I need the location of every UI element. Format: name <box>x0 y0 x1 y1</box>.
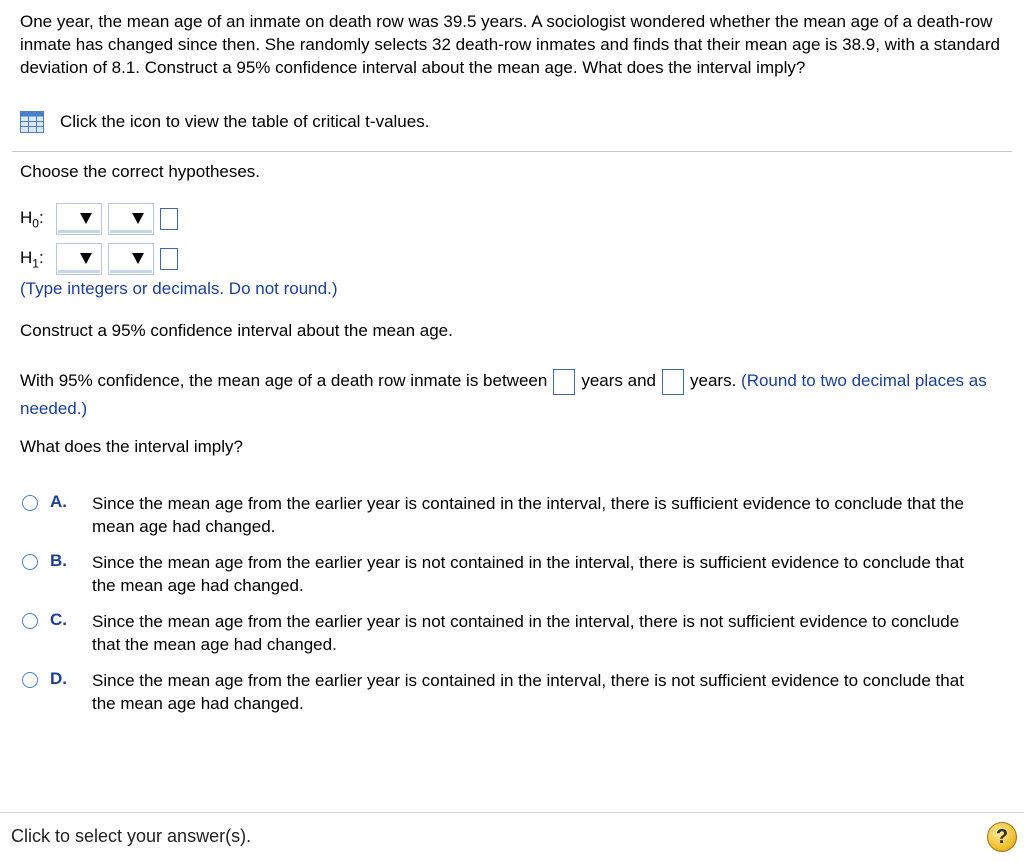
ci-round-note: (Round to two decimal places as needed.) <box>20 371 987 418</box>
option-d-letter: D. <box>50 669 67 688</box>
option-d[interactable] <box>22 669 1012 715</box>
option-d-text: Since the mean age from the earlier year is contained in the interval, there is not sufficient evidence to conclude that the mean age had changed. <box>92 671 964 713</box>
hypotheses-note: (Type integers or decimals. Do not round.) <box>20 279 338 298</box>
h0-parameter-dropdown[interactable] <box>56 203 102 235</box>
option-a-radio[interactable] <box>22 495 38 511</box>
h0-label: $H_0$: <box>20 207 44 231</box>
ci-sentence-start: With 95% confidence, the mean age of a death row inmate is between <box>20 371 548 390</box>
h0-relation-dropdown[interactable] <box>108 203 154 235</box>
ci-lower-input[interactable] <box>553 369 575 395</box>
help-icon[interactable]: ? <box>987 822 1017 852</box>
option-a-letter: A. <box>50 492 67 511</box>
h1-row <box>20 245 178 273</box>
hypotheses-prompt: Choose the correct hypotheses. <box>20 162 261 181</box>
option-c-text: Since the mean age from the earlier year is not contained in the interval, there is not sufficient evidence to conclude that the mean age had changed. <box>92 612 960 654</box>
option-b-letter: B. <box>50 551 67 570</box>
ci-prompt: Construct a 95% confidence interval about the mean age. <box>20 321 453 340</box>
h1-value-input[interactable] <box>160 248 178 270</box>
option-b-text: Since the mean age from the earlier year is not contained in the interval, there is sufficient evidence to conclude that the mean age had changed. <box>92 553 964 595</box>
t-table-link[interactable] <box>20 110 429 134</box>
ci-sentence <box>20 367 1010 423</box>
option-b[interactable] <box>22 551 1012 597</box>
problem-text: One year, the mean age of an inmate on death row was 39.5 years. A sociologist wondered whether the mean age of a death-row inmate has changed since then. She randomly selects 32 death-row inmates and finds that their mean age is 38.9, with a standard deviation of 8.1. Construct a 95% confidence interval about the mean age. What does the interval imply? <box>20 12 1000 77</box>
h1-parameter-dropdown[interactable] <box>56 243 102 275</box>
h1-relation-dropdown[interactable] <box>108 243 154 275</box>
option-d-radio[interactable] <box>22 672 38 688</box>
h1-label: $H_1$: <box>20 247 44 271</box>
ci-between-and: years and <box>581 371 656 390</box>
option-c-letter: C. <box>50 610 67 629</box>
h0-row <box>20 205 178 233</box>
option-c-radio[interactable] <box>22 613 38 629</box>
ci-sentence-end: years. <box>690 371 737 390</box>
option-a-text: Since the mean age from the earlier year is contained in the interval, there is sufficient evidence to conclude that the mean age had changed. <box>92 494 964 536</box>
section-divider <box>12 151 1012 152</box>
option-a[interactable] <box>22 492 1012 538</box>
footer-divider <box>0 812 1024 813</box>
table-grid-icon[interactable] <box>20 111 44 133</box>
footer-instruction: Click to select your answer(s). <box>11 826 252 846</box>
h0-value-input[interactable] <box>160 208 178 230</box>
imply-prompt: What does the interval imply? <box>20 437 243 456</box>
ci-upper-input[interactable] <box>662 369 684 395</box>
table-link-label[interactable]: Click the icon to view the table of critical t-values. <box>60 112 430 131</box>
option-b-radio[interactable] <box>22 554 38 570</box>
option-c[interactable] <box>22 610 1012 656</box>
